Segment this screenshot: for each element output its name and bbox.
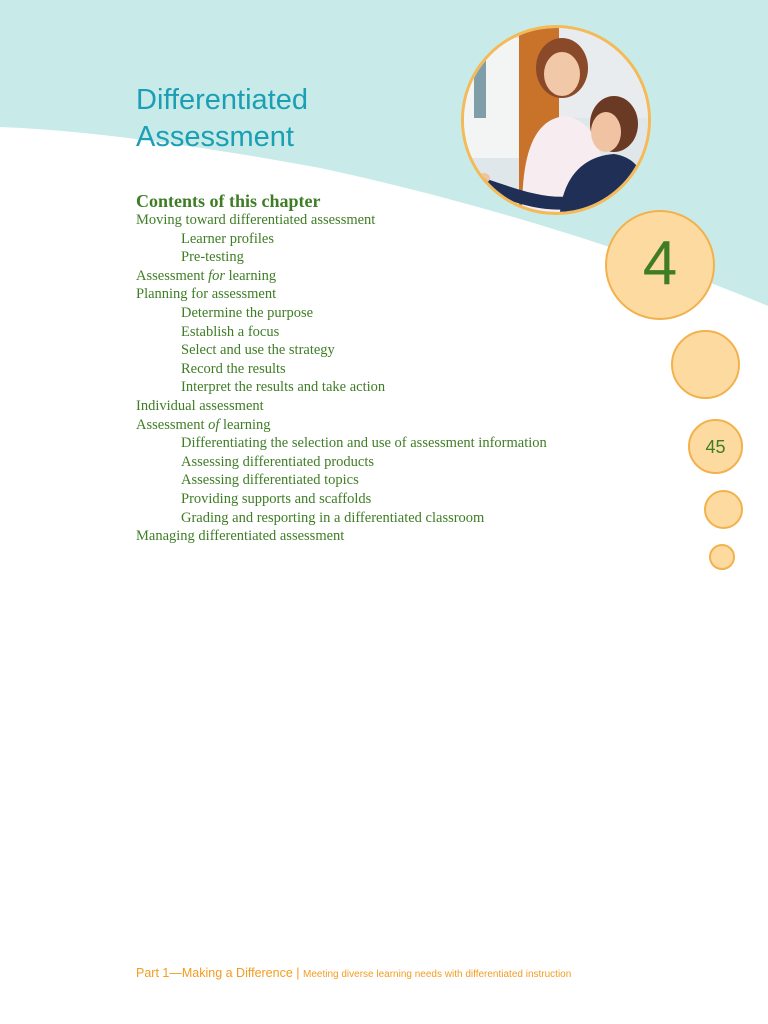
footer-subtitle: Meeting diverse learning needs with differentiated instruction bbox=[303, 969, 572, 980]
contents-heading: Contents of this chapter bbox=[136, 191, 321, 211]
toc-subitem: Learner profiles bbox=[181, 230, 274, 247]
teacher-student-illustration bbox=[464, 28, 648, 212]
contents-list bbox=[136, 211, 547, 546]
chapter-number: 4 bbox=[642, 229, 678, 298]
page-number-circle bbox=[688, 419, 743, 474]
toc-text: learning bbox=[225, 267, 277, 284]
toc-item: Planning for assessment bbox=[136, 286, 277, 303]
toc-subitem: Establish a focus bbox=[181, 323, 280, 340]
toc-subitem: Assessing differentiated topics bbox=[181, 472, 359, 489]
page-footer bbox=[136, 964, 571, 982]
toc-item: Individual assessment bbox=[136, 397, 264, 414]
chapter-number-circle bbox=[605, 210, 715, 320]
toc-subitem: Providing supports and scaffolds bbox=[181, 490, 372, 507]
toc-item bbox=[136, 267, 547, 286]
toc-subitem: Assessing differentiated products bbox=[181, 453, 375, 470]
chapter-title-line2: Assessment bbox=[136, 121, 294, 153]
toc-item bbox=[136, 416, 547, 435]
toc-subitem: Pre-testing bbox=[181, 249, 244, 266]
teacher-student-photo bbox=[461, 25, 651, 215]
footer-separator: | bbox=[292, 966, 303, 980]
toc-text: Assessment bbox=[136, 416, 209, 433]
footer-part-title: Part 1—Making a Difference bbox=[136, 966, 293, 980]
chapter-title-line1: Differentiated bbox=[136, 84, 308, 116]
toc-text: Assessment bbox=[136, 267, 209, 284]
decorative-circle bbox=[704, 490, 743, 529]
page-number: 45 bbox=[705, 436, 726, 457]
toc-text: learning bbox=[219, 416, 271, 433]
decorative-circle bbox=[671, 330, 740, 399]
toc-subitem: Select and use the strategy bbox=[181, 342, 335, 359]
toc-subitem: Determine the purpose bbox=[181, 304, 314, 321]
toc-italic-word: of bbox=[208, 416, 220, 433]
toc-subitem: Grading and resporting in a differentiated classroom bbox=[181, 509, 485, 526]
toc-italic-word: for bbox=[208, 267, 226, 284]
toc-subitem: Differentiating the selection and use of assessment information bbox=[181, 435, 547, 452]
toc-item: Moving toward differentiated assessment bbox=[136, 212, 376, 228]
chapter-title bbox=[136, 82, 308, 156]
decorative-circle bbox=[709, 544, 735, 570]
toc-subitem: Record the results bbox=[181, 360, 286, 377]
toc-item: Managing differentiated assessment bbox=[136, 528, 345, 545]
toc-subitem: Interpret the results and take action bbox=[181, 379, 386, 396]
